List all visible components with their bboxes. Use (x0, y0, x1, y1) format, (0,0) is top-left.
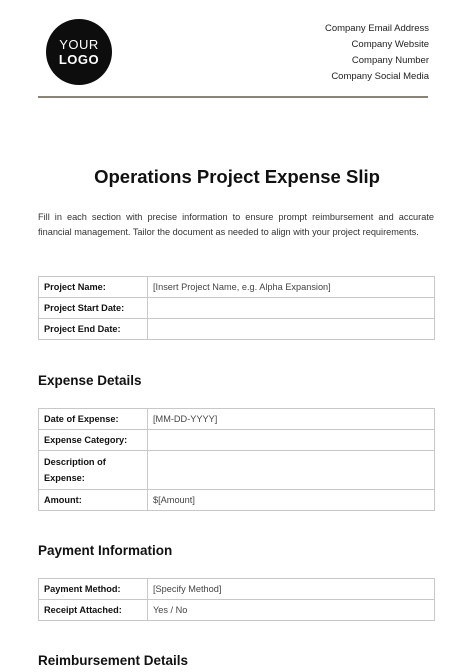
expense-date-label: Date of Expense: (39, 409, 148, 430)
expense-details-heading: Expense Details (38, 373, 142, 388)
table-row (39, 277, 435, 298)
header-divider (38, 96, 428, 98)
table-row (39, 490, 435, 511)
page-title: Operations Project Expense Slip (94, 166, 380, 187)
payment-information-heading: Payment Information (38, 543, 173, 558)
expense-category-field[interactable] (148, 430, 435, 451)
expense-date-field[interactable]: [MM-DD-YYYY] (148, 409, 435, 430)
project-start-date-field[interactable] (148, 298, 435, 319)
company-email: Company Email Address (324, 23, 429, 34)
logo-line-2: LOGO (58, 52, 100, 67)
receipt-attached-label: Receipt Attached: (39, 600, 148, 621)
receipt-attached-field[interactable]: Yes / No (148, 600, 435, 621)
amount-label: Amount: (39, 490, 148, 511)
table-row (39, 451, 435, 490)
table-row (39, 298, 435, 319)
logo-line-1: YOUR (59, 37, 99, 52)
company-number: Company Number (351, 55, 429, 66)
project-end-date-label: Project End Date: (39, 319, 148, 340)
project-info-table (38, 276, 435, 340)
intro-paragraph: Fill in each section with precise information to ensure prompt reimbursement and accurate financial management. Tailor the document as needed to align with your project requirements. (38, 212, 434, 237)
company-website: Company Website (351, 39, 429, 50)
expense-details-table (38, 408, 435, 511)
expense-category-label: Expense Category: (39, 430, 148, 451)
payment-method-label: Payment Method: (39, 579, 148, 600)
payment-method-field[interactable]: [Specify Method] (148, 579, 435, 600)
expense-description-field[interactable] (148, 451, 435, 490)
amount-field[interactable]: $[Amount] (148, 490, 435, 511)
payment-info-table (38, 578, 435, 621)
project-name-field[interactable]: [Insert Project Name, e.g. Alpha Expansion] (148, 277, 435, 298)
company-logo (46, 19, 112, 85)
expense-description-label: Description of Expense: (39, 451, 148, 490)
project-start-date-label: Project Start Date: (39, 298, 148, 319)
reimbursement-details-heading: Reimbursement Details (38, 653, 189, 668)
table-row (39, 600, 435, 621)
table-row (39, 409, 435, 430)
project-end-date-field[interactable] (148, 319, 435, 340)
project-name-label: Project Name: (39, 277, 148, 298)
table-row (39, 319, 435, 340)
company-contact-block (325, 21, 429, 85)
table-row (39, 430, 435, 451)
table-row (39, 579, 435, 600)
company-social: Company Social Media (331, 71, 429, 82)
